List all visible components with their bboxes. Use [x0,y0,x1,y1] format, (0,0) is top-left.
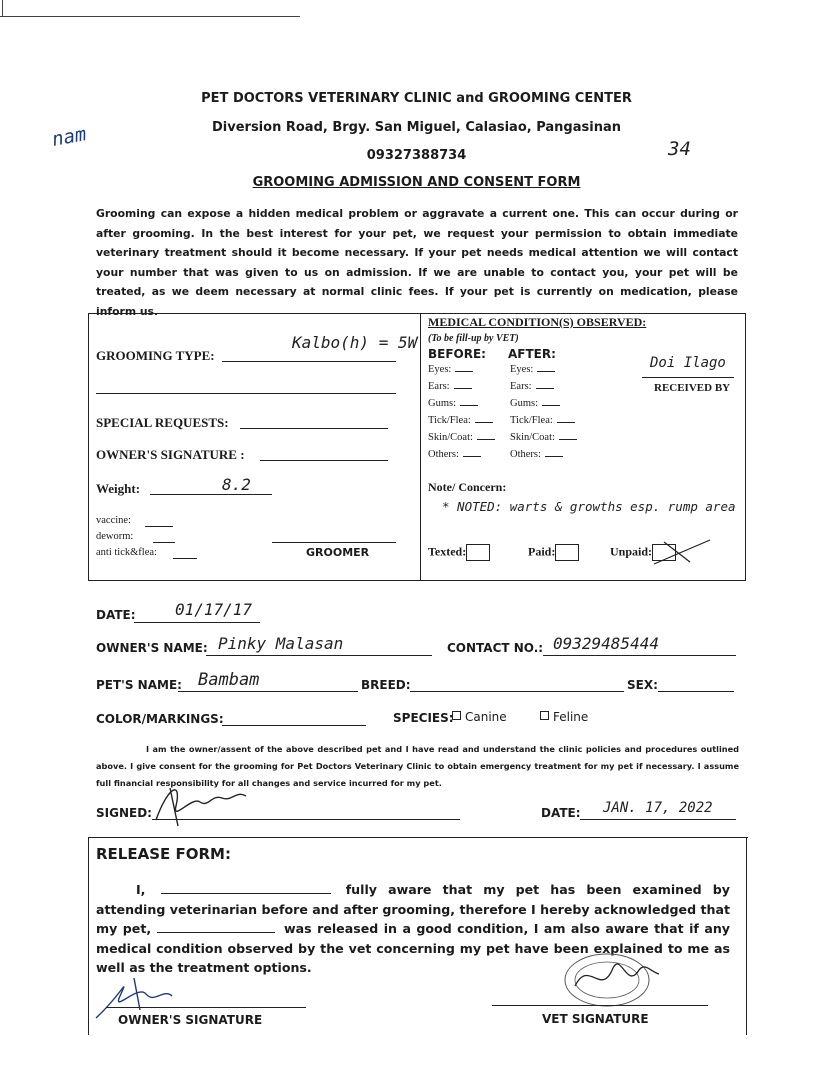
texted-checkbox[interactable] [466,544,490,561]
breed-line[interactable] [410,691,624,692]
after-item[interactable] [510,448,563,460]
before-item[interactable] [428,363,473,375]
contact-value: 09329485444 [553,634,659,653]
paid-field[interactable] [528,544,579,561]
vaccine-line[interactable] [145,526,173,527]
after-item-line[interactable] [559,431,577,440]
after-item-line[interactable] [557,414,575,423]
before-item[interactable] [428,397,478,409]
before-item-line[interactable] [454,380,472,389]
vaccine-label: vaccine: [96,515,131,526]
before-item-line[interactable] [477,431,495,440]
release-text-2: was released in a good condition, I am also aware that if any medical condition observed by the vet concerning my pet have been explained to me as well as the treatment options. [96,921,731,975]
unpaid-label: Unpaid: [610,544,653,559]
date-label: DATE: [96,608,136,622]
anti-tick-label: anti tick&flea: [96,547,157,558]
after-item-label: Tick/Flea: [510,415,553,426]
scan-edge-line [0,16,300,17]
pet-name-line[interactable] [178,691,358,692]
form-title [0,175,833,190]
before-item-label: Others: [428,449,459,460]
release-owner-signature-label: OWNER'S SIGNATURE [118,1013,263,1027]
texted-label: Texted: [428,544,467,559]
received-by-line[interactable] [642,377,734,378]
received-by-signature: Doi Ilago [650,355,726,371]
release-i: I, [136,882,146,897]
canine-label: Canine [465,710,507,724]
consent-date-value: JAN. 17, 2022 [603,800,713,816]
before-item-label: Eyes: [428,364,452,375]
feline-option[interactable] [540,710,588,724]
color-label: COLOR/MARKINGS: [96,712,224,726]
before-item-label: Ears: [428,381,450,392]
release-text-1: fully aware that my pet has been examined by attending veterinarian before and after grooming, therefore I hereby acknowledged that my pet, [96,882,730,936]
grooming-type-value: Kalbo(h) = 5W [292,333,418,352]
sex-label: SEX: [627,678,658,692]
scan-edge-mark [2,0,3,16]
grooming-type-line[interactable] [222,361,396,362]
form-title-text: GROOMING ADMISSION AND CONSENT FORM [252,175,581,190]
clinic-phone: 09327388734 [366,148,467,163]
before-item-label: Skin/Coat: [428,432,473,443]
release-box-right [746,837,747,1035]
groomer-line[interactable] [272,542,396,543]
consent-date-line[interactable] [580,819,736,820]
after-item-line[interactable] [545,448,563,457]
after-item[interactable] [510,431,577,443]
after-label: AFTER: [508,347,556,361]
paid-checkbox[interactable] [555,544,579,561]
note-label: Note/ Concern: [428,480,507,494]
anti-tick-line[interactable] [173,558,197,559]
after-item-line[interactable] [542,397,560,406]
pet-name-value: Bambam [198,670,260,690]
before-item-line[interactable] [455,363,473,372]
owner-name-value: Pinky Malasan [218,634,344,653]
received-by-label: RECEIVED BY [654,382,731,394]
before-item-label: Gums: [428,398,457,409]
before-item-line[interactable] [463,448,481,457]
sex-line[interactable] [658,691,734,692]
weight-line[interactable] [150,494,272,495]
after-item-line[interactable] [537,363,555,372]
after-item-label: Eyes: [510,364,534,375]
after-item[interactable] [510,380,554,392]
unpaid-check-mark [650,534,714,570]
before-item[interactable] [428,448,481,460]
date-line[interactable] [134,622,260,623]
after-item-label: Skin/Coat: [510,432,555,443]
release-owner-signature-line[interactable] [106,1007,306,1008]
paid-label: Paid: [528,544,556,559]
consent-date-label: DATE: [541,806,581,820]
before-item-line[interactable] [460,397,478,406]
consent-paragraph: I am the owner/assent of the above described pet and I have read and understand the clinic policies and procedures outlined above. I give consent for the grooming for Pet Doctors Veterinary Clinic to obtain emergency treatment for my pet if necessary. I assume full financial responsibility for all changes and service incurred for my pet. [96,744,739,788]
deworm-label: deworm: [96,531,134,542]
release-pet-blank[interactable] [157,920,275,933]
annotation-top-right: 34 [668,138,691,160]
owner-signature-scribble [148,776,260,832]
before-label: BEFORE: [428,347,486,361]
feline-label: Feline [553,710,589,724]
clinic-name: PET DOCTORS VETERINARY CLINIC and GROOMING CENTER [201,91,632,106]
release-box-left [88,837,89,1035]
owner-signature-line[interactable] [260,460,388,461]
texted-field[interactable] [428,544,490,561]
release-box-top [88,837,748,838]
medical-subtitle: (To be fill-up by VET) [428,333,519,344]
special-requests-label: SPECIAL REQUESTS: [96,415,229,430]
before-item-line[interactable] [475,414,493,423]
medical-title: MEDICAL CONDITION(S) OBSERVED: [428,315,647,329]
after-item-label: Ears: [510,381,532,392]
grooming-type-label: GROOMING TYPE: [96,348,215,363]
feline-checkbox-icon[interactable] [540,711,549,720]
vet-stamp-seal [555,950,665,1010]
date-value: 01/17/17 [175,600,253,619]
grooming-type-line-2[interactable] [96,393,396,394]
special-requests-line[interactable] [240,428,388,429]
weight-label: Weight: [96,481,141,496]
canine-checkbox-icon[interactable] [452,711,461,720]
after-item-line[interactable] [536,380,554,389]
note-value: * NOTED: warts & growths esp. rump area [442,499,736,514]
deworm-line[interactable] [153,542,175,543]
groomer-label: GROOMER [306,546,370,559]
breed-label: BREED: [361,678,411,692]
contact-label: CONTACT NO.: [447,641,544,655]
box-divider [420,313,421,581]
after-item[interactable] [510,397,560,409]
after-item-label: Gums: [510,398,539,409]
release-title: RELEASE FORM: [96,845,231,863]
contact-line[interactable] [543,655,736,656]
before-item-label: Tick/Flea: [428,415,471,426]
after-item[interactable] [510,414,575,426]
weight-value: 8.2 [222,475,251,494]
canine-option[interactable] [452,710,507,724]
after-item[interactable] [510,363,555,375]
owner-name-label: OWNER'S NAME: [96,641,208,655]
color-line[interactable] [222,725,366,726]
release-name-blank[interactable] [161,881,331,894]
before-item[interactable] [428,414,493,426]
owner-name-line[interactable] [206,655,432,656]
intro-paragraph: Grooming can expose a hidden medical problem or aggravate a current one. This can occur during or after grooming. In the best interest for your pet, we request your permission to obtain immediate veterinary treatment should it become necessary. If your pet needs medical attention we will contact your number that was given to us on admission. If we are unable to contact you, your pet will be treated, as we deem necessary at normal clinic fees. If your pet is currently on medication, please inform us. [96,207,738,318]
owner-signature-label: OWNER'S SIGNATURE : [96,447,245,462]
clinic-address: Diversion Road, Brgy. San Miguel, Calasiao, Pangasinan [212,120,621,135]
annotation-top-left: nam [50,123,88,151]
species-label: SPECIES: [393,711,454,725]
before-item[interactable] [428,431,495,443]
before-item[interactable] [428,380,472,392]
signed-label: SIGNED: [96,806,152,820]
pet-name-label: PET'S NAME: [96,678,182,692]
after-item-label: Others: [510,449,541,460]
vet-signature-line[interactable] [492,1005,708,1006]
vet-signature-label: VET SIGNATURE [542,1012,649,1026]
